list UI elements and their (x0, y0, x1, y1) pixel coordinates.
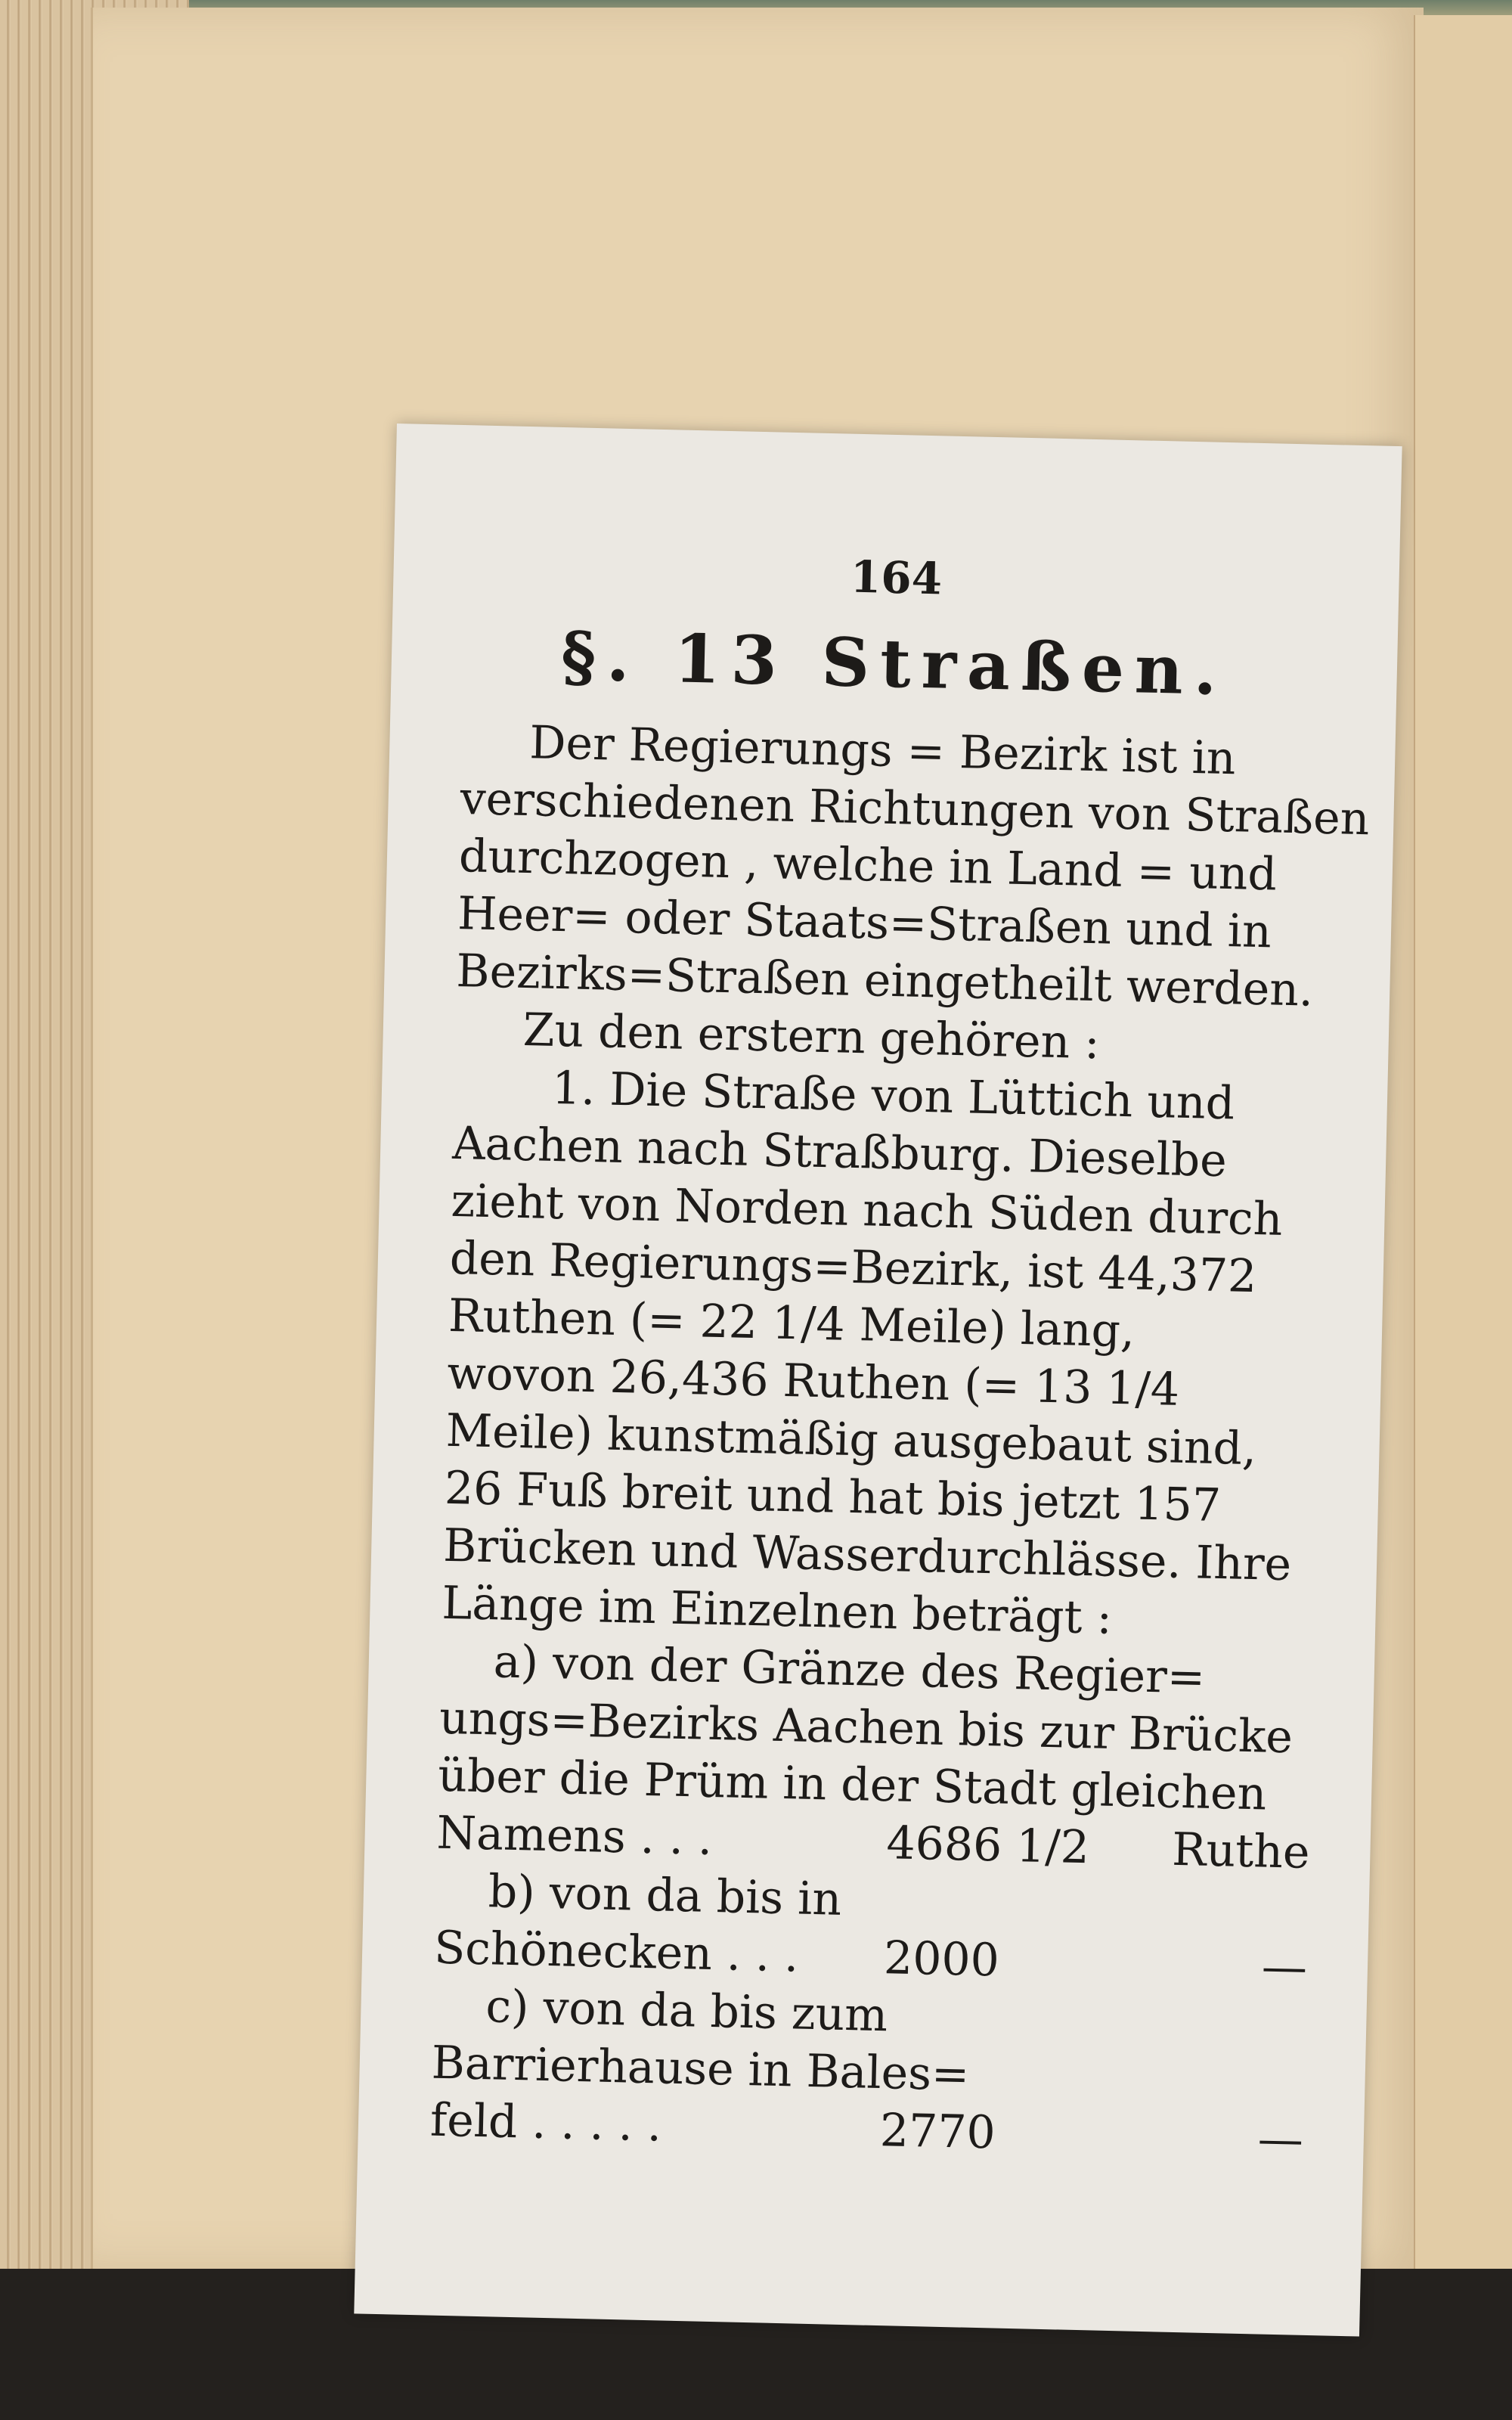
text-line: Meile) kunstmäßig ausgebaut sind, (445, 1404, 1257, 1476)
text-line: Aachen nach Straßburg. Dieselbe (451, 1116, 1228, 1188)
text-line: Heer= oder Staats=Straßen und in (457, 886, 1272, 959)
text-line: zieht von Norden nach Süden durch (450, 1174, 1284, 1246)
entry-unit: Ruthe (1171, 1823, 1311, 1879)
entry-unit: — (1261, 1940, 1308, 1994)
text-line: Zu den erstern gehören : (522, 1004, 1101, 1070)
text-line: durchzogen , welche in Land = und (458, 830, 1278, 901)
entry-value: 2000 (883, 1931, 1000, 1987)
entry-label: Namens . . . (435, 1806, 713, 1866)
text-line: Länge im Einzelnen beträgt : (441, 1576, 1113, 1645)
entry-label: Schönecken . . . (433, 1921, 800, 1983)
text-line: b) von da bis in (488, 1865, 842, 1926)
text-line: ungs=Bezirks Aachen bis zur Brücke (438, 1691, 1294, 1764)
text-line: 1. Die Straße von Lüttich und (551, 1061, 1235, 1131)
text-line: 26 Fuß breit und hat bis jetzt 157 (444, 1461, 1222, 1533)
entry-value: 2770 (879, 2104, 996, 2160)
text-line: c) von da bis zum (485, 1980, 888, 2043)
entry-unit: — (1257, 2112, 1304, 2167)
entry-value-group (883, 1929, 1308, 1996)
text-line: Barrierhause in Bales= (431, 2036, 971, 2102)
inserted-printed-leaf (354, 424, 1402, 2337)
body-text (429, 712, 1371, 2169)
entry-value-group (886, 1814, 1311, 1882)
entry-label: feld . . . . . (429, 2093, 662, 2152)
text-line: a) von der Gränze des Regier= (493, 1635, 1206, 1705)
page-number: 164 (850, 551, 943, 605)
entry-value: 4686 1/2 (885, 1817, 1090, 1875)
text-line: wovon 26,436 Ruthen (= 13 1/4 (446, 1346, 1180, 1416)
next-page-edge (1414, 15, 1512, 2299)
text-line: Der Regierungs = Bezirk ist in (528, 716, 1237, 786)
text-line: verschiedenen Richtungen von Straßen (459, 772, 1371, 846)
text-line: über die Prüm in der Stadt gleichen (437, 1748, 1267, 1821)
text-line: Brücken und Wasserdurchlässe. Ihre (442, 1519, 1292, 1592)
section-heading: §. 13 Straßen. (560, 616, 1228, 710)
entry-value-group (879, 2102, 1304, 2169)
text-line: den Regierungs=Bezirk, ist 44,372 (449, 1231, 1258, 1304)
text-line: Ruthen (= 22 1/4 Meile) lang, (448, 1289, 1136, 1358)
text-line: Bezirks=Straßen eingetheilt werden. (455, 944, 1314, 1017)
